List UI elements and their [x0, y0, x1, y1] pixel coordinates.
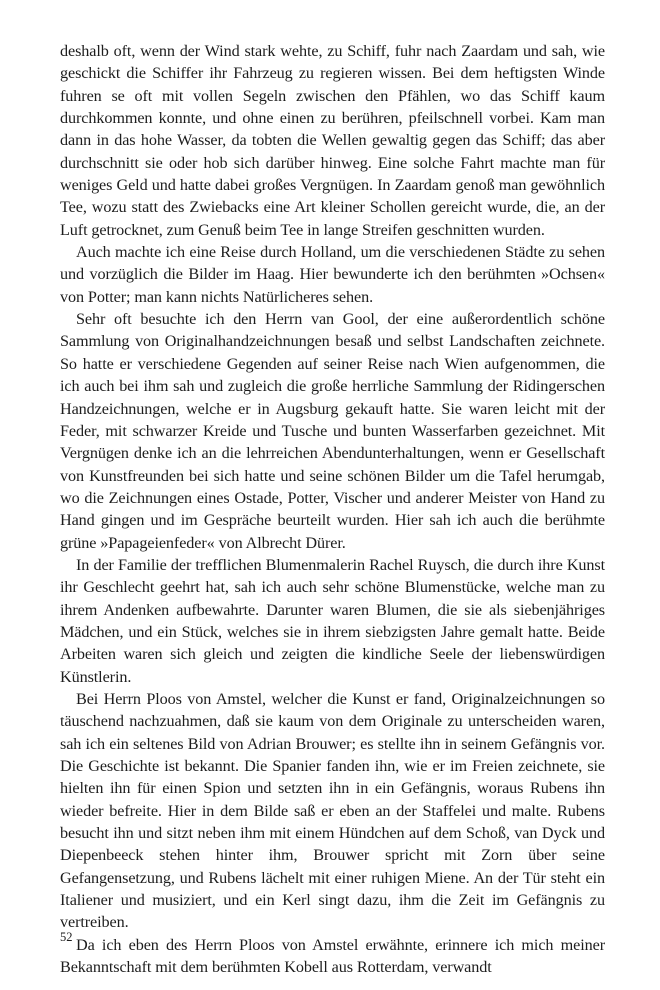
paragraph-holland-journey: Auch machte ich eine Reise durch Holland, um die verschiedenen Städte zu sehen und vorzüglich die Bilder im Haag. Hier bewunderte ich den berühmten »Ochsen« von Potter; man kann nichts Natürlicheres sehen. — [60, 243, 605, 306]
page-number: 52 — [60, 930, 73, 944]
paragraph-van-gool: Sehr oft besuchte ich den Herrn van Gool, der eine außerordentlich schöne Sammlung von Originalhandzeichnungen besaß und selbst Landschaften zeichnete. So hatte er verschiedene Gegenden auf seiner Reise nach Wien aufgenommen, die ich auch bei ihm sah und zugleich die große herrliche Sammlung der Ridingerschen Handzeichnungen, welche er in Augsburg gekauft hatte. Sie waren leicht mit der Feder, mit schwarzer Kreide und Tusche und bunten Wasserfarben gezeichnet. Mit Vergnügen denke ich an die lehrreichen Abendunterhaltungen, wenn er Gesellschaft von Kunstfreunden bei sich hatte und seine schönen Bilder um die Tafel herumgab, wo die Zeichnungen eines Ostade, Potter, Vischer und anderer Meister von Hand zu Hand gingen und im Gespräche beurteilt wurden. Hier sah ich auch die berühmte grüne »Papageienfeder« von Albrecht Dürer. — [60, 310, 605, 552]
paragraph-continued: deshalb oft, wenn der Wind stark wehte, zu Schiff, fuhr nach Zaardam und sah, wie geschickt die Schiffer ihr Fahrzeug zu regieren wissen. Bei dem heftigsten Winde fuhren se oft mit vollen Segeln zwischen den Pfählen, wo das Schiff kaum durchkommen konnte, und ohne einen zu berühren, pfeilschnell vorbei. Kam man dann in das hohe Wasser, da tobten die Wellen gewaltig gegen das Schiff; das aber durchschnitt sie oder hob sich darüber hinweg. Eine solche Fahrt machte man für weniges Geld und hatte dabei großes Vergnügen. In Zaardam genoß man gewöhnlich Tee, wozu statt des Zwiebacks eine Art kleiner Schollen gereicht wurde, die, an der Luft getrocknet, zum Genuß beim Tee in lange Streifen geschnitten wurden. — [60, 42, 605, 239]
paragraph-kobell: Da ich eben des Herrn Ploos von Amstel erwähnte, erinnere ich mich meiner Bekanntschaft mit dem berühmten Kobell aus Rotterdam, verwandt — [60, 935, 605, 977]
body-text — [60, 40, 605, 978]
paragraph-rachel-ruysch: In der Familie der trefflichen Blumenmalerin Rachel Ruysch, die durch ihre Kunst ihr Geschlecht geehrt hat, sah ich auch sehr schöne Blumenstücke, welche man zu ihrem Andenken aufbewahrte. Darunter waren Blumen, die sie als siebenjähriges Mädchen, und ein Stück, welches sie in ihrem siebzigsten Jahre gemalt hatte. Beide Arbeiten waren sich gleich und zeigten die kindliche Seele der liebenswürdigen Künstlerin. — [60, 555, 605, 686]
paragraph-ploos-van-amstel: Bei Herrn Ploos von Amstel, welcher die Kunst er fand, Originalzeichnungen so täuschend nachzuahmen, daß sie kaum von dem Originale zu unterscheiden waren, sah ich ein seltenes Bild von Adrian Brouwer; es stellte ihn in seinem Gefängnis vor. Die Geschichte ist bekannt. Die Spanier fanden ihn, wie er im Freien zeichnete, sie hielten ihn für einen Spion und setzten ihn in ein Gefängnis, woraus Rubens ihn wieder befreite. Hier in dem Bilde saß er eben an der Staffelei und malte. Rubens besucht ihn und sitzt neben ihm mit einem Hündchen auf dem Schoß, van Dyck und Diepenbeeck stehen hinter ihm, Brouwer spricht mit Zorn über seine Gefangensetzung, und Rubens lächelt mit einer ruhigen Miene. An der Tür steht ein Italiener und musiziert, und ein Kerl singt dazu, ihm die Zeit im Gefängnis zu vertreiben. — [60, 689, 605, 932]
